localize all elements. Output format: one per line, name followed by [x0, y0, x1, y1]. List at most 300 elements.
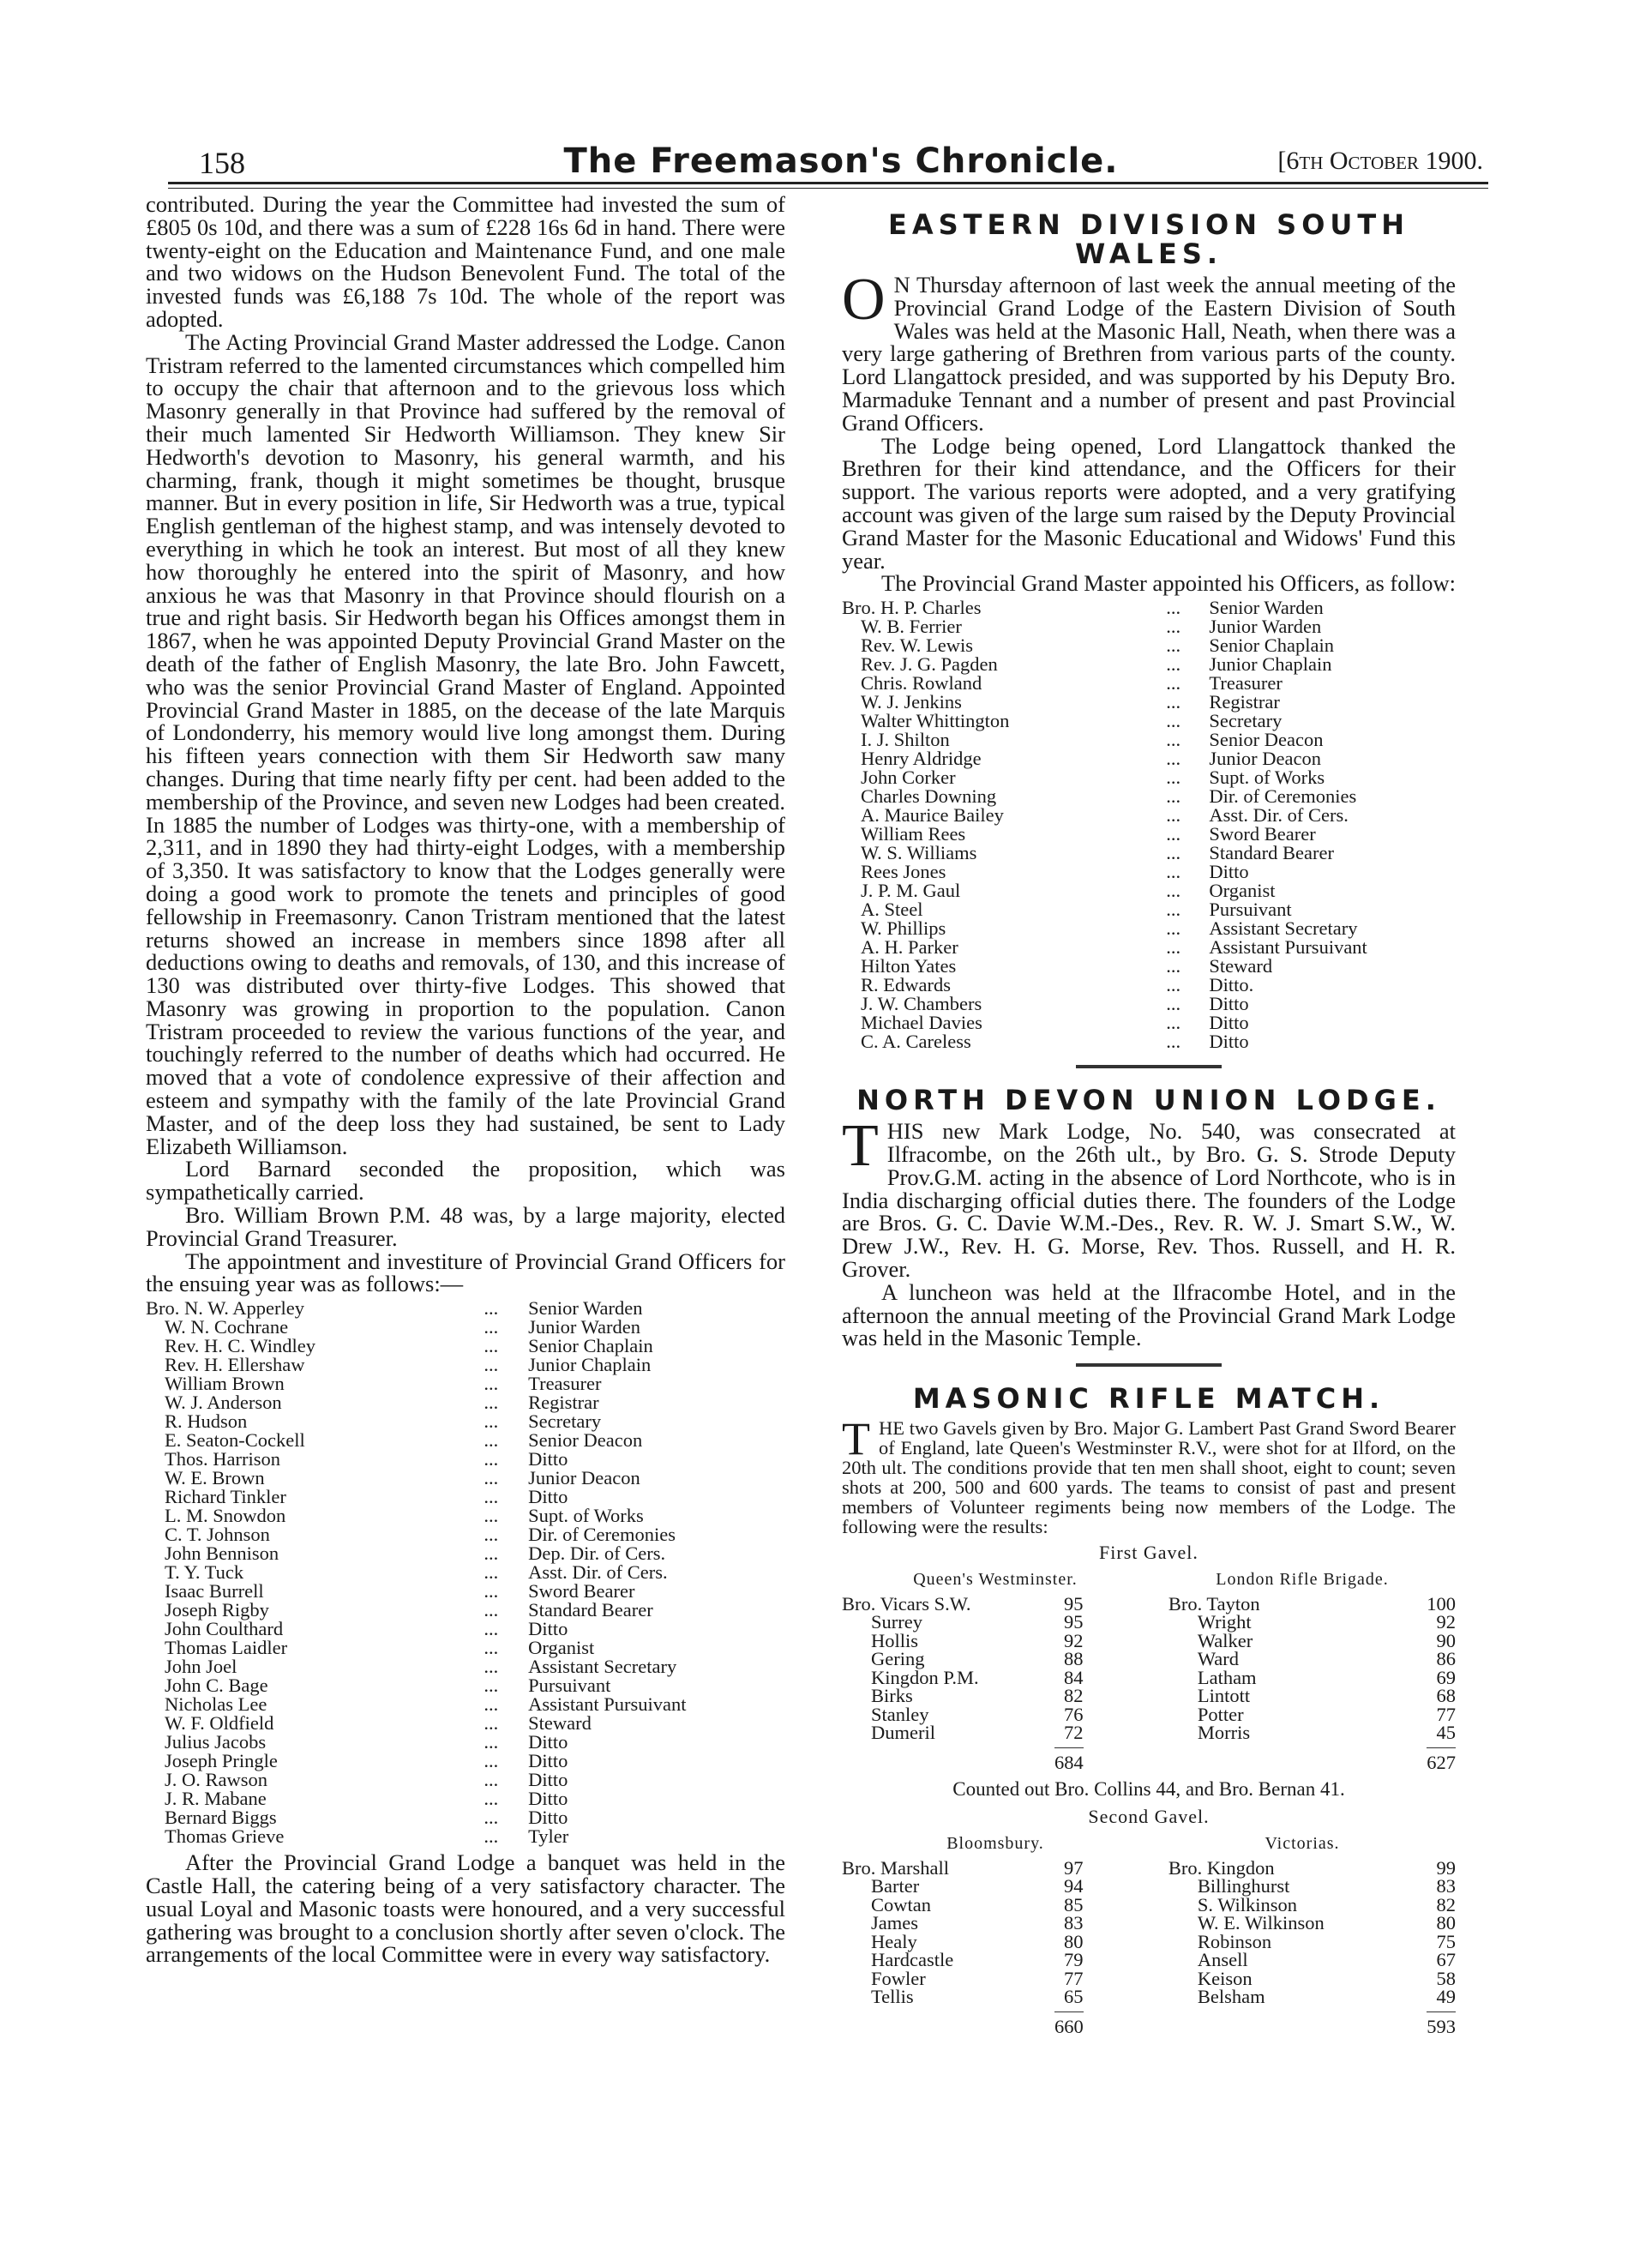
- shooter-score: 85: [1063, 1893, 1084, 1915]
- officer-name: L. M. Snowdon: [165, 1505, 286, 1527]
- officer-name: J. O. Rawson: [165, 1769, 268, 1791]
- officer-row: [842, 617, 1456, 636]
- officer-row: [146, 1299, 785, 1318]
- shooter-name: Potter: [1197, 1703, 1244, 1725]
- officer-row: [146, 1695, 785, 1714]
- leader-dots: ...: [1166, 880, 1181, 902]
- officer-office: Ditto: [1209, 993, 1249, 1015]
- officer-row: [842, 919, 1456, 938]
- shooter-name: Ward: [1197, 1648, 1240, 1670]
- shooter-score: 86: [1436, 1648, 1456, 1670]
- officer-name: J. W. Chambers: [861, 993, 982, 1015]
- officer-name: C. A. Careless: [861, 1031, 971, 1053]
- officer-row: [842, 655, 1456, 674]
- officer-row: [842, 995, 1456, 1013]
- officer-name: W. J. Anderson: [165, 1392, 282, 1414]
- officer-name: A. H. Parker: [861, 936, 958, 959]
- officer-row: [146, 1356, 785, 1374]
- officer-office: Steward: [1209, 955, 1273, 977]
- officer-office: Assistant Pursuivant: [1209, 936, 1367, 959]
- shooter-score: 100: [1427, 1592, 1456, 1615]
- shooter-name: Ansell: [1197, 1949, 1248, 1971]
- shooter-name: Kingdon P.M.: [871, 1666, 979, 1688]
- leader-dots: ...: [484, 1392, 499, 1414]
- officer-office: Steward: [528, 1712, 592, 1735]
- leader-dots: ...: [484, 1542, 499, 1565]
- shooter-name: Fowler: [871, 1967, 926, 1989]
- second-gavel-label: Second Gavel.: [1088, 1806, 1210, 1828]
- officer-office: Supt. of Works: [1209, 767, 1325, 789]
- shooter-score: 76: [1063, 1703, 1084, 1725]
- officer-office: Asst. Dir. of Cers.: [1209, 804, 1349, 827]
- total-score: 684: [1054, 1747, 1084, 1775]
- leader-dots: ...: [484, 1373, 499, 1395]
- second-gavel-totals: [842, 2011, 1456, 2039]
- officer-office: Standard Bearer: [528, 1599, 653, 1621]
- officer-name: Henry Aldridge: [861, 748, 982, 770]
- officer-row: [842, 881, 1456, 900]
- leader-dots: ...: [484, 1769, 499, 1791]
- officer-name: Walter Whittington: [861, 710, 1010, 732]
- officer-row: [842, 957, 1456, 976]
- officer-row: [146, 1337, 785, 1356]
- leader-dots: ...: [1166, 729, 1181, 751]
- leader-dots: ...: [1166, 616, 1181, 638]
- shooter-name: Bro. Kingdon: [1168, 1856, 1275, 1879]
- paragraph: The Lodge being opened, Lord Llangattock thanked the Brethren for their kind attendance, and the Officers for their support. The various reports were adopted, and a very gratifying account was given of the large sum raised by the Deputy Provincial Grand Master for the Masonic Educational and Widows' Fund this year.: [842, 432, 1456, 574]
- leader-dots: ...: [1166, 785, 1181, 808]
- officer-row: [842, 674, 1456, 693]
- total-score: 660: [1054, 2011, 1084, 2039]
- paragraph: The Acting Provincial Grand Master addressed the Lodge. Canon Tristram referred to the lamented circumstances which compelled him to occupy the chair that afternoon and to the grievous loss which Masonry generally in that Province had suffered by the removal of their much lamented Sir Hedworth Williamson. They knew Sir Hedworth's devotion to Masonry, his general warmth, and his charming, frank, though it might sometimes be thought, brusque manner. But in every position in life, Sir Hedworth was a true, typical English gentleman of the highest stamp, and was intensely devoted to everything in which he took an interest. But most of all they knew how thoroughly he entered into the spirit of Masonry, and how anxious he was that Masonry in that Province should flourish on a true and right basis. Sir Hedworth began his Offices amongst them in 1867, when he was appointed Deputy Provincial Grand Master on the death of the father of English Masonry, the late Bro. John Fawcett, who was the senior Provincial Grand Master of England. Appointed Provincial Grand Master in 1885, on the decease of the late Marquis of Londonderry, his memory would live long amongst them. During his fifteen years connection with them Sir Hedworth saw many changes. During that time nearly fifty per cent. had been added to the membership of the Province, and seven new Lodges had been created. In 1885 the number of Lodges was thirty-one, with a membership of 2,311, and in 1890 they had thirty-eight Lodges, with a membership of 3,350. It was satisfactory to know that the Lodges generally were doing a good work to promote the tenets and principles of good fellowship in Freemasonry. Canon Tristram mentioned that the latest returns showed an increase in members since 1898 after all deductions owing to deaths and removals, of 130, and this increase of 130 was distributed over thirty-five Lodges. This showed that Masonry was growing in proportion to the population. Canon Tristram proceeded to review the various functions of the year, and touchingly referred to the number of deaths which had occurred. He moved that a vote of condolence expressive of their affection and esteem and sympathy with the family of the late Provincial Grand Master, and of the deep loss they had sustained, be sent to Lady Elizabeth Williamson.: [146, 328, 785, 1159]
- shooter-score: 88: [1063, 1648, 1084, 1670]
- officer-row: [146, 1789, 785, 1808]
- officer-name: Julius Jacobs: [165, 1731, 267, 1753]
- shooter-name: Hollis: [871, 1629, 919, 1651]
- leader-dots: ...: [1166, 936, 1181, 959]
- officer-name: John Joel: [165, 1656, 237, 1678]
- shooter-name: Barter: [871, 1875, 920, 1897]
- shooter-name: Birks: [871, 1685, 913, 1707]
- officer-name: Joseph Rigby: [165, 1599, 269, 1621]
- shooter-name: James: [871, 1912, 918, 1934]
- result-row: [842, 1632, 1456, 1651]
- masthead-rule: [168, 182, 1488, 184]
- leader-dots: ...: [1166, 1031, 1181, 1053]
- shooter-score: 80: [1063, 1930, 1084, 1952]
- leader-dots: ...: [1166, 710, 1181, 732]
- shooter-name: S. Wilkinson: [1197, 1893, 1298, 1915]
- shooter-score: 65: [1063, 1986, 1084, 2008]
- shooter-name: Bro. Vicars S.W.: [842, 1592, 971, 1615]
- officer-name: T. Y. Tuck: [165, 1561, 244, 1584]
- shooter-name: Stanley: [871, 1703, 929, 1725]
- shooter-score: 79: [1063, 1949, 1084, 1971]
- officer-office: Treasurer: [528, 1373, 602, 1395]
- shooter-score: 75: [1436, 1930, 1456, 1952]
- officer-row: [146, 1450, 785, 1469]
- paragraph: Bro. William Brown P.M. 48 was, by a large majority, elected Provincial Grand Treasurer.: [146, 1202, 785, 1251]
- officer-row: [842, 938, 1456, 957]
- officer-row: [842, 863, 1456, 881]
- result-row: [842, 1877, 1456, 1896]
- officer-office: Junior Chaplain: [1209, 653, 1332, 676]
- paragraph: The Provincial Grand Master appointed his Officers, as follow:: [881, 570, 1456, 597]
- shooter-name: Dumeril: [871, 1722, 935, 1744]
- officer-row: [146, 1318, 785, 1337]
- leader-dots: ...: [484, 1467, 499, 1489]
- leader-dots: ...: [484, 1429, 499, 1452]
- total-score: 593: [1427, 2011, 1456, 2039]
- leader-dots: ...: [484, 1656, 499, 1678]
- officer-name: R. Hudson: [165, 1410, 248, 1433]
- leader-dots: ...: [484, 1712, 499, 1735]
- officer-office: Secretary: [1209, 710, 1283, 732]
- officer-name: W. E. Brown: [165, 1467, 265, 1489]
- officer-row: [146, 1657, 785, 1676]
- officer-row: [146, 1676, 785, 1695]
- drop-cap: T: [842, 1413, 870, 1465]
- officer-office: Senior Chaplain: [1209, 634, 1335, 657]
- officer-row: [146, 1393, 785, 1412]
- officers-table-durham: [146, 1299, 785, 1846]
- officer-row: [146, 1771, 785, 1789]
- officer-name: Rev. H. Ellershaw: [165, 1354, 305, 1376]
- officer-name: J. R. Mabane: [165, 1788, 267, 1810]
- officer-row: [146, 1639, 785, 1657]
- result-row: [842, 1650, 1456, 1669]
- masthead-rule-thin: [168, 188, 1488, 189]
- leader-dots: ...: [1166, 597, 1181, 619]
- officer-row: [146, 1488, 785, 1506]
- left-column: [146, 193, 785, 1966]
- officer-office: Senior Warden: [528, 1297, 643, 1320]
- shooter-score: 97: [1063, 1856, 1084, 1879]
- leader-dots: ...: [484, 1693, 499, 1716]
- officer-row: [842, 976, 1456, 995]
- officer-office: Dep. Dir. of Cers.: [528, 1542, 666, 1565]
- shooter-name: Cowtan: [871, 1893, 931, 1915]
- paragraph: HIS new Mark Lodge, No. 540, was consecrated at Ilfracombe, on the 26th ult., by Bro. G. S. Strode Deputy Prov.G.M. acting in the absence of Lord Northcote, who is in India discharging official duties there. The founders of the Lodge are Bros. G. C. Davie W.M.-Des., Rev. R. W. J. Smart S.W., W. Drew J.W., Rev. H. G. Morse, Rev. Thos. Russell, and H. R. Grover.: [842, 1118, 1456, 1282]
- shooter-score: 58: [1436, 1967, 1456, 1989]
- issue-date: [6th October 1900.: [1277, 147, 1483, 175]
- shooter-score: 92: [1436, 1611, 1456, 1633]
- officer-name: Nicholas Lee: [165, 1693, 267, 1716]
- shooter-score: 77: [1436, 1703, 1456, 1725]
- officer-row: [146, 1469, 785, 1488]
- leader-dots: ...: [1166, 823, 1181, 845]
- officer-row: [842, 693, 1456, 712]
- first-gavel-totals: [842, 1747, 1456, 1775]
- officer-name: I. J. Shilton: [861, 729, 950, 751]
- leader-dots: ...: [484, 1807, 499, 1829]
- officer-office: Treasurer: [1209, 672, 1283, 695]
- leader-dots: ...: [1166, 899, 1181, 921]
- paragraph: N Thursday afternoon of last week the annual meeting of the Provincial Grand Lodge of the Eastern Division of South Wales was held at the Masonic Hall, Neath, when there was a very large gathering of Brethren from various parts of the county. Lord Llangattock presided, and was supported by his Deputy Bro. Marmaduke Tennant and a number of present and past Provincial Grand Officers.: [842, 272, 1456, 436]
- leader-dots: ...: [484, 1825, 499, 1848]
- officer-office: Junior Warden: [1209, 616, 1322, 638]
- counted-out-note: Counted out Bro. Collins 44, and Bro. Bernan 41.: [952, 1777, 1345, 1800]
- paragraph: A luncheon was held at the Ilfracombe Hotel, and in the afternoon the annual meeting of the Provincial Grand Mark Lodge was held in the Masonic Temple.: [842, 1278, 1456, 1351]
- leader-dots: ...: [1166, 804, 1181, 827]
- leader-dots: ...: [484, 1486, 499, 1508]
- leader-dots: ...: [1166, 767, 1181, 789]
- officer-office: Ditto.: [1209, 974, 1254, 996]
- leader-dots: ...: [484, 1448, 499, 1470]
- officer-office: Supt. of Works: [528, 1505, 644, 1527]
- result-row: [842, 1896, 1456, 1915]
- drop-cap: O: [842, 267, 886, 333]
- leader-dots: ...: [1166, 653, 1181, 676]
- officer-name: Charles Downing: [861, 785, 997, 808]
- shooter-score: 82: [1436, 1893, 1456, 1915]
- shooter-score: 83: [1436, 1875, 1456, 1897]
- officer-name: W. Phillips: [861, 917, 946, 940]
- leader-dots: ...: [484, 1788, 499, 1810]
- officer-row: [842, 900, 1456, 919]
- officer-name: John Coulthard: [165, 1618, 284, 1640]
- result-row: [842, 1723, 1456, 1742]
- officer-row: [146, 1431, 785, 1450]
- leader-dots: ...: [484, 1750, 499, 1772]
- officer-office: Ditto: [1209, 1012, 1249, 1034]
- leader-dots: ...: [484, 1524, 499, 1546]
- officer-row: [842, 731, 1456, 749]
- officer-name: Thos. Harrison: [165, 1448, 280, 1470]
- officer-name: William Brown: [165, 1373, 285, 1395]
- leader-dots: ...: [484, 1580, 499, 1603]
- heading-eastern-division: EASTERN DIVISION SOUTH WALES.: [888, 208, 1409, 270]
- shooter-name: Tellis: [871, 1986, 914, 2008]
- leader-dots: ...: [484, 1297, 499, 1320]
- leader-dots: ...: [1166, 842, 1181, 864]
- officer-name: Hilton Yates: [861, 955, 957, 977]
- officer-office: Senior Warden: [1209, 597, 1324, 619]
- officer-office: Ditto: [1209, 1031, 1249, 1053]
- officer-row: [146, 1506, 785, 1525]
- officer-office: Assistant Secretary: [528, 1656, 677, 1678]
- shooter-score: 95: [1063, 1592, 1084, 1615]
- officer-name: Isaac Burrell: [165, 1580, 264, 1603]
- officer-name: Richard Tinkler: [165, 1486, 286, 1508]
- officer-row: [842, 1013, 1456, 1032]
- officer-office: Dir. of Ceremonies: [528, 1524, 676, 1546]
- shooter-name: Lintott: [1197, 1685, 1251, 1707]
- officer-office: Junior Deacon: [1209, 748, 1322, 770]
- result-row: [842, 1951, 1456, 1969]
- result-row: [842, 1613, 1456, 1632]
- officer-name: Thomas Laidler: [165, 1637, 288, 1659]
- officer-row: [146, 1808, 785, 1827]
- officer-office: Asst. Dir. of Cers.: [528, 1561, 668, 1584]
- officer-name: J. P. M. Gaul: [861, 880, 961, 902]
- officer-row: [842, 636, 1456, 655]
- leader-dots: ...: [484, 1731, 499, 1753]
- paragraph: contributed. During the year the Committee had invested the sum of £805 0s 10d, and there was a sum of £228 16s 6d in hand. There were twenty-eight on the Education and Maintenance Fund, and one male and two widows on the Hudson Benevolent Fund. The total of the invested funds was £6,188 7s 10d. The whole of the report was adopted.: [146, 191, 785, 332]
- officer-office: Ditto: [528, 1618, 568, 1640]
- leader-dots: ...: [1166, 672, 1181, 695]
- result-row: [842, 1914, 1456, 1933]
- officer-office: Senior Chaplain: [528, 1335, 653, 1357]
- shooter-name: Healy: [871, 1930, 917, 1952]
- officer-office: Tyler: [528, 1825, 569, 1848]
- leader-dots: ...: [1166, 1012, 1181, 1034]
- total-score: 627: [1427, 1747, 1456, 1775]
- shooter-score: 49: [1436, 1986, 1456, 2008]
- leader-dots: ...: [1166, 691, 1181, 713]
- paragraph: HE two Gavels given by Bro. Major G. Lambert Past Grand Sword Bearer of England, late Queen's Westminster R.V., were shot for at Ilford, on the 20th ult. The conditions provide that ten men shall shoot, eight to count; seven shots at 200, 500 and 600 yards. The teams to consist of past and present members of Volunteer regiments being now members of the Lodge. The following were the results:: [842, 1417, 1456, 1538]
- officer-row: [842, 806, 1456, 825]
- paragraph: After the Provincial Grand Lodge a banquet was held in the Castle Hall, the catering being of a very satisfactory character. The usual Loyal and Masonic toasts were honoured, and a very successful gathering was brought to a conclusion shortly after seven o'clock. The arrangements of the local Committee were in every way satisfactory.: [146, 1849, 785, 1968]
- officer-row: [146, 1544, 785, 1563]
- officers-table-south-wales: [842, 598, 1456, 1051]
- officer-name: A. Steel: [861, 899, 923, 921]
- drop-cap: T: [842, 1113, 879, 1180]
- officer-office: Ditto: [528, 1448, 568, 1470]
- shooter-score: 94: [1063, 1875, 1084, 1897]
- shooter-score: 72: [1063, 1722, 1084, 1744]
- leader-dots: ...: [484, 1618, 499, 1640]
- shooter-name: Walker: [1197, 1629, 1253, 1651]
- shooter-score: 80: [1436, 1912, 1456, 1934]
- shooter-name: Bro. Tayton: [1168, 1592, 1260, 1615]
- shooter-name: Hardcastle: [871, 1949, 954, 1971]
- officer-row: [842, 768, 1456, 787]
- team-name: London Rifle Brigade.: [1216, 1569, 1389, 1589]
- officer-row: [146, 1374, 785, 1393]
- officer-office: Ditto: [528, 1769, 568, 1791]
- leader-dots: ...: [1166, 917, 1181, 940]
- team-name: Queen's Westminster.: [913, 1569, 1078, 1589]
- leader-dots: ...: [1166, 861, 1181, 883]
- section-divider: [1076, 1065, 1222, 1068]
- officer-name: Chris. Rowland: [861, 672, 982, 695]
- officer-office: Assistant Pursuivant: [528, 1693, 687, 1716]
- shooter-score: 83: [1063, 1912, 1084, 1934]
- result-row: [842, 1669, 1456, 1687]
- officer-row: [842, 844, 1456, 863]
- officer-row: [146, 1582, 785, 1601]
- officer-name: Bro. H. P. Charles: [842, 597, 982, 619]
- result-row: [842, 1859, 1456, 1878]
- officer-name: John C. Bage: [165, 1675, 268, 1697]
- officer-office: Ditto: [528, 1788, 568, 1810]
- officer-office: Ditto: [1209, 861, 1249, 883]
- officer-row: [842, 1032, 1456, 1051]
- officer-name: John Corker: [861, 767, 956, 789]
- officer-row: [842, 749, 1456, 768]
- leader-dots: ...: [484, 1354, 499, 1376]
- officer-row: [146, 1525, 785, 1544]
- officer-name: Rev. J. G. Pagden: [861, 653, 998, 676]
- officer-name: Rev. H. C. Windley: [165, 1335, 315, 1357]
- officer-office: Dir. of Ceremonies: [1209, 785, 1357, 808]
- result-row: [842, 1969, 1456, 1988]
- leader-dots: ...: [484, 1335, 499, 1357]
- shooter-score: 45: [1436, 1722, 1456, 1744]
- result-row: [842, 1705, 1456, 1724]
- officer-row: [842, 825, 1456, 844]
- officer-name: Thomas Grieve: [165, 1825, 285, 1848]
- officer-name: C. T. Johnson: [165, 1524, 270, 1546]
- shooter-score: 68: [1436, 1685, 1456, 1707]
- shooter-name: Bro. Marshall: [842, 1856, 949, 1879]
- leader-dots: ...: [484, 1675, 499, 1697]
- result-row: [842, 1987, 1456, 2006]
- heading-rifle-match: MASONIC RIFLE MATCH.: [912, 1382, 1385, 1416]
- officer-office: Sword Bearer: [528, 1580, 635, 1603]
- officer-name: William Rees: [861, 823, 966, 845]
- officer-name: Bro. N. W. Apperley: [146, 1297, 304, 1320]
- officer-office: Secretary: [528, 1410, 602, 1433]
- shooter-name: Gering: [871, 1648, 925, 1670]
- officer-name: W. N. Cochrane: [165, 1316, 289, 1338]
- shooter-name: Latham: [1197, 1666, 1257, 1688]
- officer-office: Senior Deacon: [528, 1429, 643, 1452]
- newspaper-title: The Freemason's Chronicle.: [563, 141, 1119, 181]
- leader-dots: ...: [484, 1637, 499, 1659]
- section-divider: [1076, 1363, 1222, 1367]
- shooter-score: 92: [1063, 1629, 1084, 1651]
- shooter-name: Belsham: [1197, 1986, 1265, 2008]
- leader-dots: ...: [1166, 993, 1181, 1015]
- team-name: Victorias.: [1265, 1834, 1340, 1854]
- shooter-score: 67: [1436, 1949, 1456, 1971]
- officer-row: [146, 1563, 785, 1582]
- officer-row: [842, 712, 1456, 731]
- leader-dots: ...: [484, 1410, 499, 1433]
- officer-name: A. Maurice Bailey: [861, 804, 1004, 827]
- officer-office: Ditto: [528, 1731, 568, 1753]
- shooter-name: Billinghurst: [1197, 1875, 1290, 1897]
- officer-office: Registrar: [528, 1392, 599, 1414]
- first-gavel-teams: [842, 1568, 1456, 1591]
- leader-dots: ...: [1166, 634, 1181, 657]
- paragraph: Lord Barnard seconded the proposition, which was sympathetically carried.: [146, 1156, 785, 1206]
- officer-row: [146, 1620, 785, 1639]
- shooter-name: Robinson: [1197, 1930, 1272, 1952]
- officer-name: W. F. Oldfield: [165, 1712, 274, 1735]
- shooter-name: Wright: [1197, 1611, 1252, 1633]
- right-column: [842, 210, 1456, 2042]
- officer-office: Organist: [1209, 880, 1276, 902]
- result-row: [842, 1595, 1456, 1614]
- officer-row: [842, 787, 1456, 806]
- officer-name: W. J. Jenkins: [861, 691, 962, 713]
- officer-office: Senior Deacon: [1209, 729, 1324, 751]
- shooter-score: 95: [1063, 1611, 1084, 1633]
- heading-north-devon: NORTH DEVON UNION LODGE.: [856, 1084, 1441, 1117]
- leader-dots: ...: [1166, 974, 1181, 996]
- second-gavel-teams: [842, 1832, 1456, 1855]
- officer-office: Sword Bearer: [1209, 823, 1316, 845]
- officer-row: [146, 1827, 785, 1846]
- officer-office: Junior Warden: [528, 1316, 640, 1338]
- officer-row: [146, 1733, 785, 1752]
- result-row: [842, 1687, 1456, 1705]
- officer-office: Standard Bearer: [1209, 842, 1334, 864]
- leader-dots: ...: [484, 1505, 499, 1527]
- officer-office: Ditto: [528, 1486, 568, 1508]
- officer-office: Ditto: [528, 1750, 568, 1772]
- leader-dots: ...: [1166, 955, 1181, 977]
- officer-office: Pursuivant: [1209, 899, 1292, 921]
- masthead: [199, 141, 1483, 179]
- shooter-name: W. E. Wilkinson: [1197, 1912, 1325, 1934]
- shooter-score: 90: [1436, 1629, 1456, 1651]
- first-gavel-results: [842, 1592, 1456, 1744]
- shooter-score: 82: [1063, 1685, 1084, 1707]
